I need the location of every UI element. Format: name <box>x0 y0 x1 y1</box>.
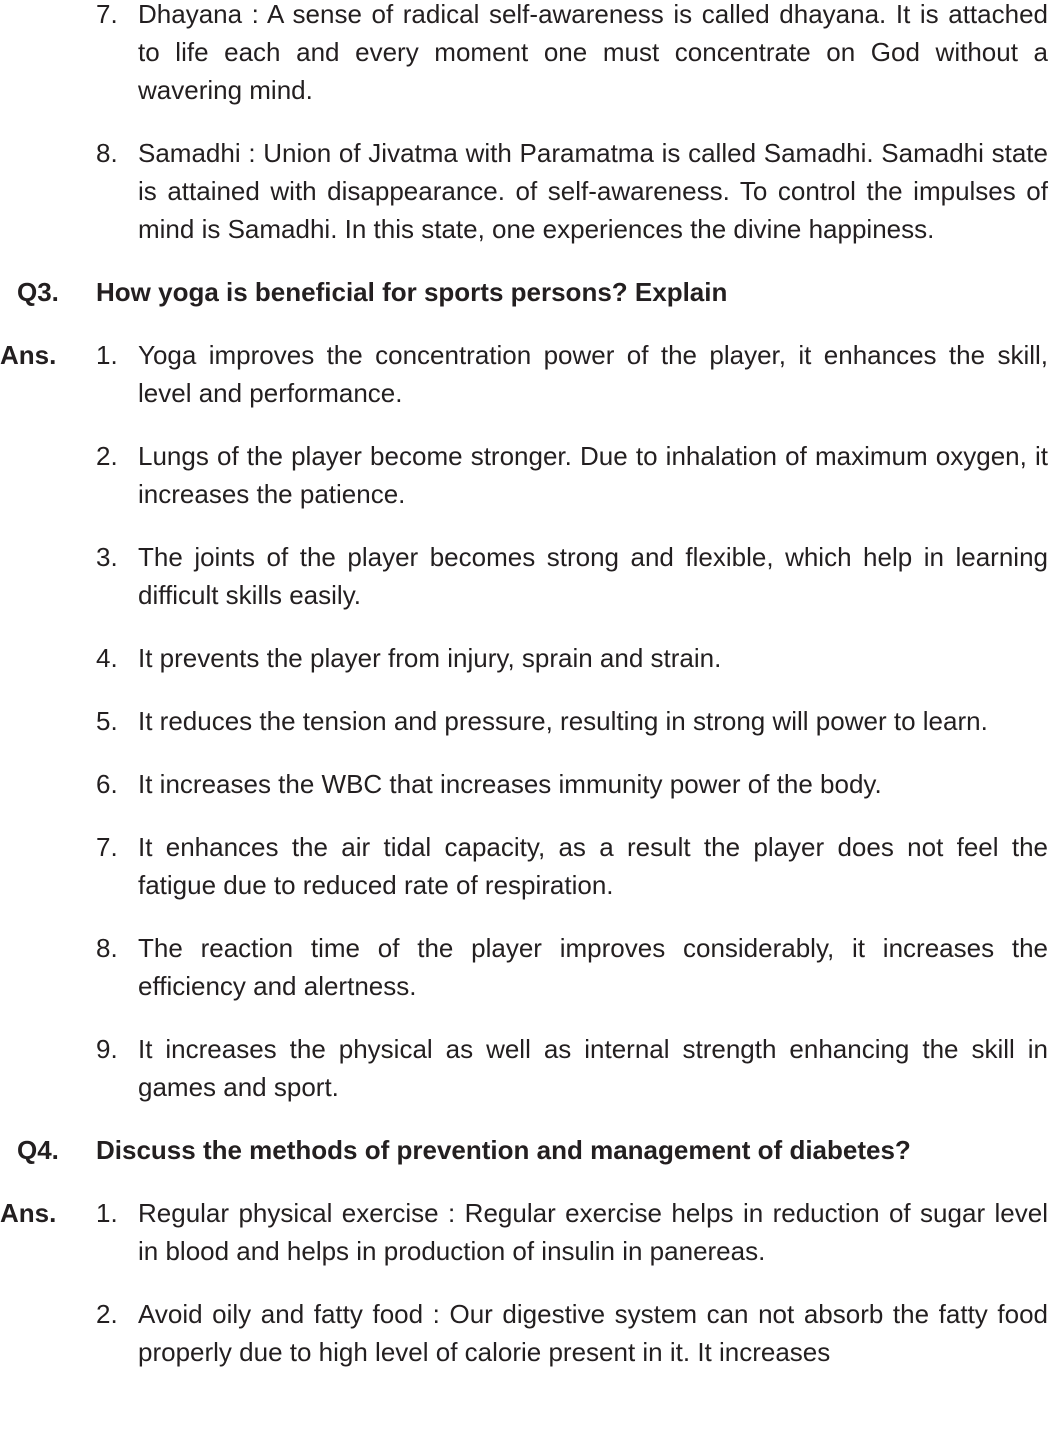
item-text: It prevents the player from injury, sprain and strain. <box>138 643 722 673</box>
item-number: 7. <box>96 0 118 29</box>
list-item <box>0 639 1050 677</box>
item-number: 1. <box>96 1198 118 1228</box>
list-item <box>0 0 1050 109</box>
list-item <box>0 336 1050 412</box>
item-text: Samadhi : Union of Jivatma with Paramatma is called Samadhi. Samadhi state is attained with disappearance. of self-awareness. To control the impulses of mind is Samadhi. In this state, one experiences the divine happiness. <box>138 138 1048 244</box>
item-number: 9. <box>96 1034 118 1064</box>
item-number: 8. <box>96 138 118 168</box>
item-number: 6. <box>96 769 118 799</box>
list-item <box>0 1194 1050 1270</box>
question-text: How yoga is beneficial for sports persons? Explain <box>96 277 728 307</box>
item-text: Avoid oily and fatty food : Our digestive system can not absorb the fatty food properly due to high level of calorie present in it. It increases <box>138 1299 1048 1367</box>
answer-label: Ans. <box>0 340 57 370</box>
item-number: 7. <box>96 832 118 862</box>
item-text: It reduces the tension and pressure, resulting in strong will power to learn. <box>138 706 988 736</box>
item-text: The joints of the player becomes strong and flexible, which help in learning difficult skills easily. <box>138 542 1048 610</box>
list-item <box>0 765 1050 803</box>
item-text: It increases the physical as well as internal strength enhancing the skill in games and sport. <box>138 1034 1048 1102</box>
list-item <box>0 1030 1050 1106</box>
item-text: It enhances the air tidal capacity, as a result the player does not feel the fatigue due to reduced rate of respiration. <box>138 832 1048 900</box>
list-item <box>0 929 1050 1005</box>
item-text: The reaction time of the player improves considerably, it increases the efficiency and alertness. <box>138 933 1048 1001</box>
question-q4 <box>0 1131 1050 1169</box>
item-text: It increases the WBC that increases immunity power of the body. <box>138 769 882 799</box>
item-text: Lungs of the player become stronger. Due to inhalation of maximum oxygen, it increases the patience. <box>138 441 1048 509</box>
item-number: 4. <box>96 643 118 673</box>
list-item <box>0 437 1050 513</box>
item-text: Yoga improves the concentration power of the player, it enhances the skill, level and performance. <box>138 340 1048 408</box>
list-item <box>0 538 1050 614</box>
list-item <box>0 134 1050 248</box>
item-number: 3. <box>96 542 118 572</box>
item-number: 1. <box>96 340 118 370</box>
list-item <box>0 1295 1050 1371</box>
item-number: 8. <box>96 933 118 963</box>
item-text: Dhayana : A sense of radical self-awareness is called dhayana. It is attached to life each and every moment one must concentrate on God without a wavering mind. <box>138 0 1048 105</box>
question-text: Discuss the methods of prevention and management of diabetes? <box>96 1135 911 1165</box>
item-number: 5. <box>96 706 118 736</box>
question-label: Q3. <box>17 277 59 307</box>
item-number: 2. <box>96 441 118 471</box>
answer-label: Ans. <box>0 1198 57 1228</box>
question-q3 <box>0 273 1050 311</box>
list-item <box>0 828 1050 904</box>
item-text: Regular physical exercise : Regular exercise helps in reduction of sugar level in blood and helps in production of insulin in panereas. <box>138 1198 1048 1266</box>
item-number: 2. <box>96 1299 118 1329</box>
list-item <box>0 702 1050 740</box>
question-label: Q4. <box>17 1135 59 1165</box>
